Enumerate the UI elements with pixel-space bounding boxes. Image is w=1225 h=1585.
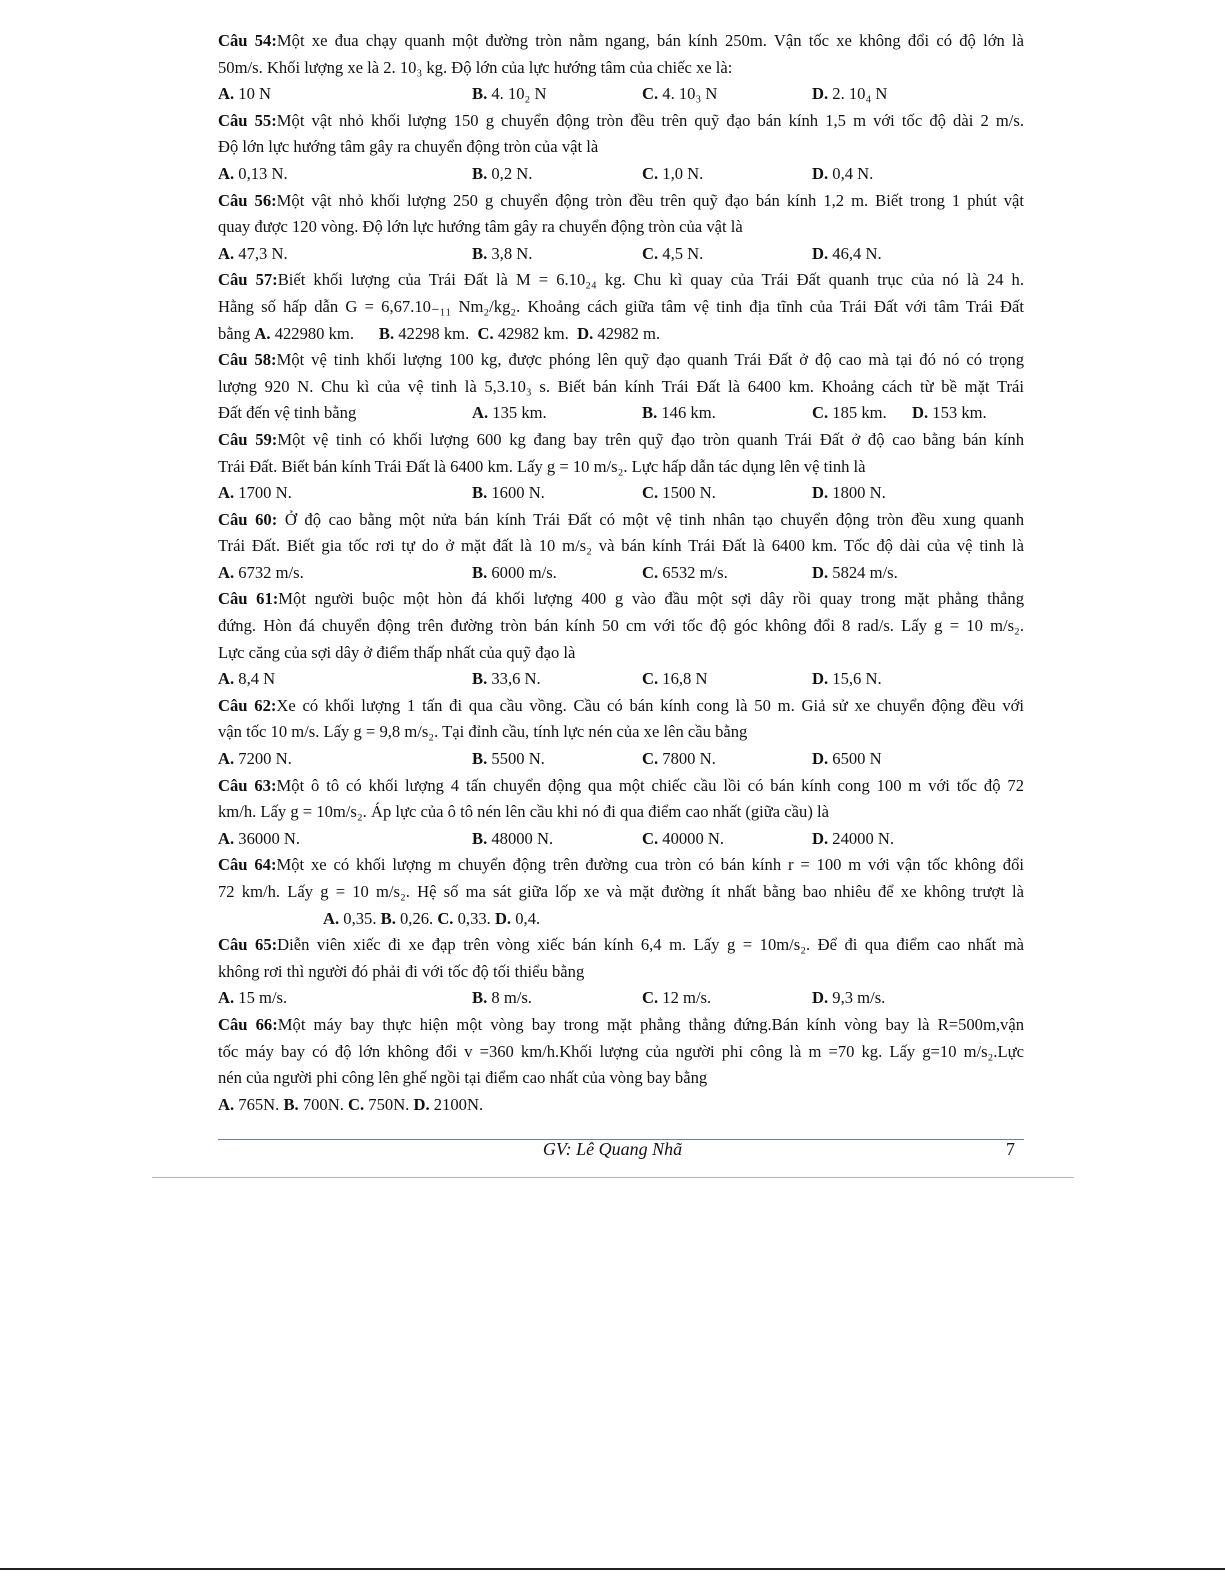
option-c: C. 4. 10₃ N bbox=[642, 84, 718, 104]
question-60-line-2: Trái Đất. Biết gia tốc rơi tự do ở mặt đất là 10 m/s₂ và bán kính Trái Đất là 6400 km. Tốc độ dài của vệ tinh là bbox=[218, 536, 1024, 556]
option-c: C. 1500 N. bbox=[642, 483, 716, 503]
option-b: B. 48000 N. bbox=[472, 828, 554, 848]
option-c: C. 1,0 N. bbox=[642, 163, 704, 183]
option-c: C. 12 m/s. bbox=[642, 988, 712, 1008]
question-label: Câu 56: bbox=[218, 190, 277, 210]
question-58-line-1: Câu 58:Một vệ tinh khối lượng 100 kg, được phóng lên quỹ đạo quanh Trái Đất ở độ cao mà tại đó nó có trọng bbox=[218, 350, 1024, 370]
question-54-line-2: 50m/s. Khối lượng xe là 2. 10₃ kg. Độ lớn của lực hướng tâm của chiếc xe là: bbox=[218, 57, 733, 77]
option-d: D. 24000 N. bbox=[812, 828, 895, 848]
question-56-line-2: quay được 120 vòng. Độ lớn lực hướng tâm gây ra chuyển động tròn của vật là bbox=[218, 217, 743, 237]
question-label: Câu 58: bbox=[218, 350, 277, 370]
option-c: C. 6532 m/s. bbox=[642, 562, 728, 582]
question-57-inline-options: bằng A. 422980 km. B. 42298 km. C. 42982 km. D. 42982 m. bbox=[218, 323, 661, 343]
option-d: D. 153 km. bbox=[912, 403, 987, 423]
option-c: C. 40000 N. bbox=[642, 828, 725, 848]
option-c: C. 7800 N. bbox=[642, 749, 716, 769]
question-58-options: Đất đến vệ tinh bằng A. 135 km. B. 146 km. C. 185 km. D. 153 km. bbox=[218, 400, 1024, 427]
question-66-inline-options: A. 765N. B. 700N. C. 750N. D. 2100N. bbox=[218, 1094, 484, 1114]
option-d: D. 6500 N bbox=[812, 749, 882, 769]
footer-author: GV: Lê Quang Nhã bbox=[542, 1139, 683, 1159]
option-b: B. 1600 N. bbox=[472, 483, 545, 503]
question-label: Câu 62: bbox=[218, 695, 277, 715]
option-c: C. 185 km. bbox=[812, 403, 887, 423]
question-62-options bbox=[218, 746, 1024, 773]
option-d: D. 1800 N. bbox=[812, 483, 886, 503]
question-64-line-2: 72 km/h. Lấy g = 10 m/s₂. Hệ số ma sát giữa lốp xe và mặt đường ít nhất bằng bao nhiêu để xe không trượt là bbox=[218, 882, 1024, 901]
option-d: D. 0,4 N. bbox=[812, 163, 874, 183]
option-b: B. 4. 10₂ N bbox=[472, 84, 547, 104]
question-61-line-1: Câu 61:Một người buộc một hòn đá khối lượng 400 g vào đầu một sợi dây rồi quay trong mặt phẳng thẳng bbox=[218, 589, 1024, 609]
option-d: D. 15,6 N. bbox=[812, 669, 882, 689]
question-57-line-2: Hằng số hấp dẫn G = 6,67.10₋₁₁ Nm₂/kg₂. Khoảng cách giữa tâm vệ tinh địa tĩnh của Trái Đất với tâm Trái Đất bbox=[218, 296, 1024, 316]
option-b: B. 3,8 N. bbox=[472, 243, 533, 263]
question-54-line-1: Câu 54:Một xe đua chạy quanh một đường tròn nằm ngang, bán kính 250m. Vận tốc xe không đổi có độ lớn là bbox=[218, 31, 1024, 50]
question-label: Câu 66: bbox=[218, 1014, 278, 1034]
option-a: A. 6732 m/s. bbox=[218, 562, 304, 582]
question-label: Câu 54: bbox=[218, 31, 277, 50]
question-60-options bbox=[218, 560, 1024, 587]
question-55-options bbox=[218, 161, 1024, 188]
question-57-line-1: Câu 57:Biết khối lượng của Trái Đất là M = 6.10₂₄ kg. Chu kì quay của Trái Đất quanh trục của nó là 24 h. bbox=[218, 270, 1024, 290]
question-65-options bbox=[218, 985, 1024, 1012]
question-62-line-2: vận tốc 10 m/s. Lấy g = 9,8 m/s₂. Tại đỉnh cầu, tính lực nén của xe lên cầu bằng bbox=[218, 722, 748, 742]
option-a: A. 47,3 N. bbox=[218, 243, 288, 263]
question-65-line-2: không rơi thì người đó phải đi với tốc độ tối thiểu bằng bbox=[218, 961, 585, 981]
option-b: B. 0,2 N. bbox=[472, 163, 533, 183]
exam-page bbox=[218, 28, 1024, 1118]
question-56-line-1: Câu 56:Một vật nhỏ khối lượng 250 g chuyển động tròn đều trên quỹ đạo bán kính 1,2 m. Biết trong 1 phút vật bbox=[218, 190, 1024, 210]
question-label: Câu 55: bbox=[218, 110, 277, 130]
question-label: Câu 59: bbox=[218, 429, 278, 449]
question-66-line-1: Câu 66:Một máy bay thực hiện một vòng bay trong mặt phẳng thẳng đứng.Bán kính vòng bay là R=500m,vận bbox=[218, 1014, 1024, 1034]
bottom-edge-line bbox=[0, 1568, 1225, 1570]
option-a: A. 8,4 N bbox=[218, 669, 276, 689]
option-b: B. 8 m/s. bbox=[472, 988, 532, 1008]
question-64-line-1: Câu 64:Một xe có khối lượng m chuyển động trên đường cua tròn có bán kính r = 100 m với vận tốc không đổi bbox=[218, 855, 1024, 875]
question-61-line-2: đứng. Hòn đá chuyển động trên đường tròn bán kính 50 cm với tốc độ góc không đổi 8 rad/s. Lấy g = 10 m/s₂. bbox=[218, 616, 1024, 636]
question-63-line-2: km/h. Lấy g = 10m/s₂. Áp lực của ô tô nén lên cầu khi nó đi qua điểm cao nhất (giữa cầu) là bbox=[218, 802, 829, 822]
option-d: D. 46,4 N. bbox=[812, 243, 882, 263]
option-b: B. 6000 m/s. bbox=[472, 562, 557, 582]
question-55-line-1: Câu 55:Một vật nhỏ khối lượng 150 g chuyển động tròn đều trên quỹ đạo bán kính 1,5 m với tốc độ dài 2 m/s. bbox=[218, 110, 1024, 130]
option-d: D. 2. 10₄ N bbox=[812, 84, 888, 104]
question-59-line-2: Trái Đất. Biết bán kính Trái Đất là 6400 km. Lấy g = 10 m/s₂. Lực hấp dẫn tác dụng lên vệ tinh là bbox=[218, 456, 866, 476]
question-58-line-2: lượng 920 N. Chu kì của vệ tinh là 5,3.10₃ s. Biết bán kính Trái Đất là 6400 km. Khoảng cách từ bề mặt Trái bbox=[218, 376, 1024, 396]
option-d: D. 5824 m/s. bbox=[812, 562, 898, 582]
option-b: B. 146 km. bbox=[642, 403, 716, 423]
question-64-inline-options: A. 0,35. B. 0,26. C. 0,33. D. 0,4. bbox=[323, 908, 541, 928]
option-c: C. 16,8 N bbox=[642, 669, 708, 689]
question-label: Câu 57: bbox=[218, 270, 278, 290]
option-d: D. 9,3 m/s. bbox=[812, 988, 886, 1008]
question-54-options bbox=[218, 81, 1024, 108]
question-61-line-3: Lực căng của sợi dây ở điểm thấp nhất của quỹ đạo là bbox=[218, 642, 576, 662]
option-a: A. 0,13 N. bbox=[218, 163, 288, 183]
question-65-line-1: Câu 65:Diễn viên xiếc đi xe đạp trên vòng xiếc bán kính 6,4 m. Lấy g = 10m/s₂. Để đi qua điểm cao nhất mà bbox=[218, 935, 1024, 955]
question-63-line-1: Câu 63:Một ô tô có khối lượng 4 tấn chuyển động qua một chiếc cầu lồi có bán kính cong 100 m với tốc độ 72 bbox=[218, 775, 1024, 795]
question-62-line-1: Câu 62:Xe có khối lượng 1 tấn đi qua cầu vồng. Cầu có bán kính cong là 50 m. Giả sử xe chuyển động đều với bbox=[218, 695, 1024, 715]
question-61-options bbox=[218, 666, 1024, 693]
question-label: Câu 63: bbox=[218, 775, 277, 795]
question-label: Câu 65: bbox=[218, 935, 278, 955]
question-63-options bbox=[218, 826, 1024, 853]
question-label: Câu 60: bbox=[218, 509, 278, 529]
page-break-line bbox=[152, 1177, 1074, 1178]
question-59-line-1: Câu 59:Một vệ tinh có khối lượng 600 kg đang bay trên quỹ đạo tròn quanh Trái Đất ở độ cao bằng bán kính bbox=[218, 429, 1024, 449]
question-66-line-3: nén của người phi công lên ghế ngồi tại điểm cao nhất của vòng bay bằng bbox=[218, 1068, 708, 1088]
option-a: A. 135 km. bbox=[472, 403, 547, 423]
page-number: 7 bbox=[1006, 1139, 1015, 1159]
question-56-options bbox=[218, 241, 1024, 268]
question-66-line-2: tốc máy bay có độ lớn không đổi v =360 km/h.Khối lượng của người phi công là m =70 kg. Lấy g=10 m/s₂.Lực bbox=[218, 1041, 1024, 1061]
option-a: A. 10 N bbox=[218, 84, 272, 104]
option-a: A. 1700 N. bbox=[218, 483, 292, 503]
option-a: A. 7200 N. bbox=[218, 749, 292, 769]
question-label: Câu 64: bbox=[218, 855, 277, 875]
option-a: A. 36000 N. bbox=[218, 828, 301, 848]
question-59-options bbox=[218, 480, 1024, 507]
question-label: Câu 61: bbox=[218, 589, 279, 609]
question-55-line-2: Độ lớn lực hướng tâm gây ra chuyển động tròn của vật là bbox=[218, 137, 599, 157]
option-c: C. 4,5 N. bbox=[642, 243, 704, 263]
option-b: B. 5500 N. bbox=[472, 749, 545, 769]
option-a: A. 15 m/s. bbox=[218, 988, 288, 1008]
question-60-line-1: Câu 60: Ở độ cao bằng một nửa bán kính Trái Đất có một vệ tinh nhân tạo chuyển động tròn đều xung quanh bbox=[218, 509, 1024, 529]
option-b: B. 33,6 N. bbox=[472, 669, 541, 689]
